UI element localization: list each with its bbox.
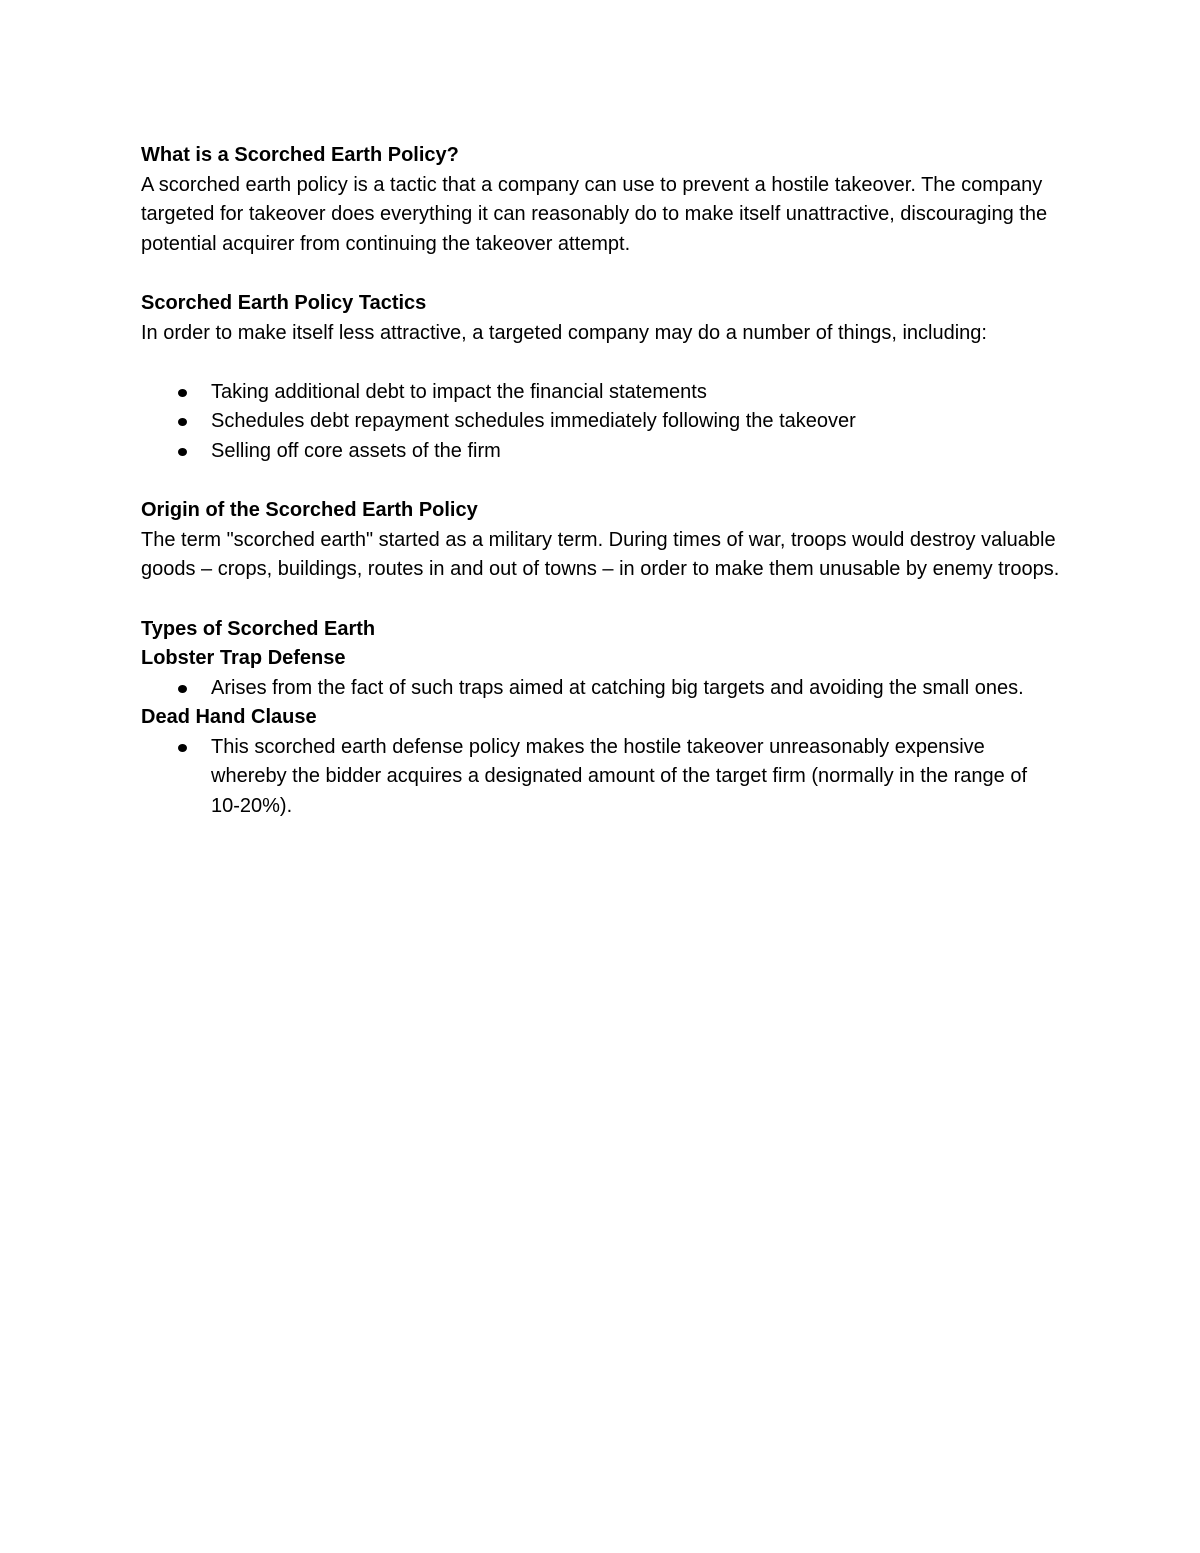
bullet-icon — [178, 448, 187, 456]
section-heading-what: What is a Scorched Earth Policy? — [141, 144, 459, 166]
lobster-trap-list — [141, 674, 1061, 704]
section-body-what: A scorched earth policy is a tactic that a company can use to prevent a hostile takeover. The company targeted for takeover does everything it can reasonably do to make itself unattractive, discouraging the potential acquirer from continuing the takeover attempt. — [141, 173, 1048, 255]
spacer — [141, 585, 1061, 615]
spacer — [141, 259, 1061, 289]
list-item — [141, 378, 1061, 408]
spacer — [141, 348, 1061, 378]
document-page — [141, 141, 1061, 822]
bullet-icon — [178, 418, 187, 426]
section-heading-tactics: Scorched Earth Policy Tactics — [141, 291, 427, 314]
section-body-origin: The term "scorched earth" started as a military term. During times of war, troops would destroy valuable goods – crops, buildings, routes in and out of towns – in order to make them unusable by enemy troops. — [141, 528, 1060, 581]
subheading-lobster-trap: Lobster Trap Defense — [141, 647, 346, 670]
list-item — [141, 407, 1061, 437]
bullet-icon — [178, 389, 187, 397]
subheading-dead-hand: Dead Hand Clause — [141, 706, 317, 729]
bullet-icon — [178, 744, 187, 752]
tactics-list — [141, 378, 1061, 467]
list-item — [141, 437, 1061, 467]
section-body-tactics: In order to make itself less attractive, a targeted company may do a number of things, including: — [141, 321, 987, 344]
list-item-text: Selling off core assets of the firm — [211, 439, 501, 462]
dead-hand-list — [141, 733, 1061, 822]
section-heading-types: Types of Scorched Earth — [141, 617, 376, 640]
list-item-text: Schedules debt repayment schedules immediately following the takeover — [211, 410, 856, 433]
list-item-text: Arises from the fact of such traps aimed at catching big targets and avoiding the small ones. — [211, 676, 1024, 699]
list-item — [141, 674, 1061, 704]
list-item-text: This scorched earth defense policy makes the hostile takeover unreasonably expensive whereby the bidder acquires a designated amount of the target firm (normally in the range of 10-20%). — [211, 735, 1028, 818]
bullet-icon — [178, 685, 187, 693]
list-item-text: Taking additional debt to impact the financial statements — [211, 380, 707, 403]
section-heading-origin: Origin of the Scorched Earth Policy — [141, 499, 478, 522]
list-item — [141, 733, 1061, 822]
spacer — [141, 467, 1061, 497]
